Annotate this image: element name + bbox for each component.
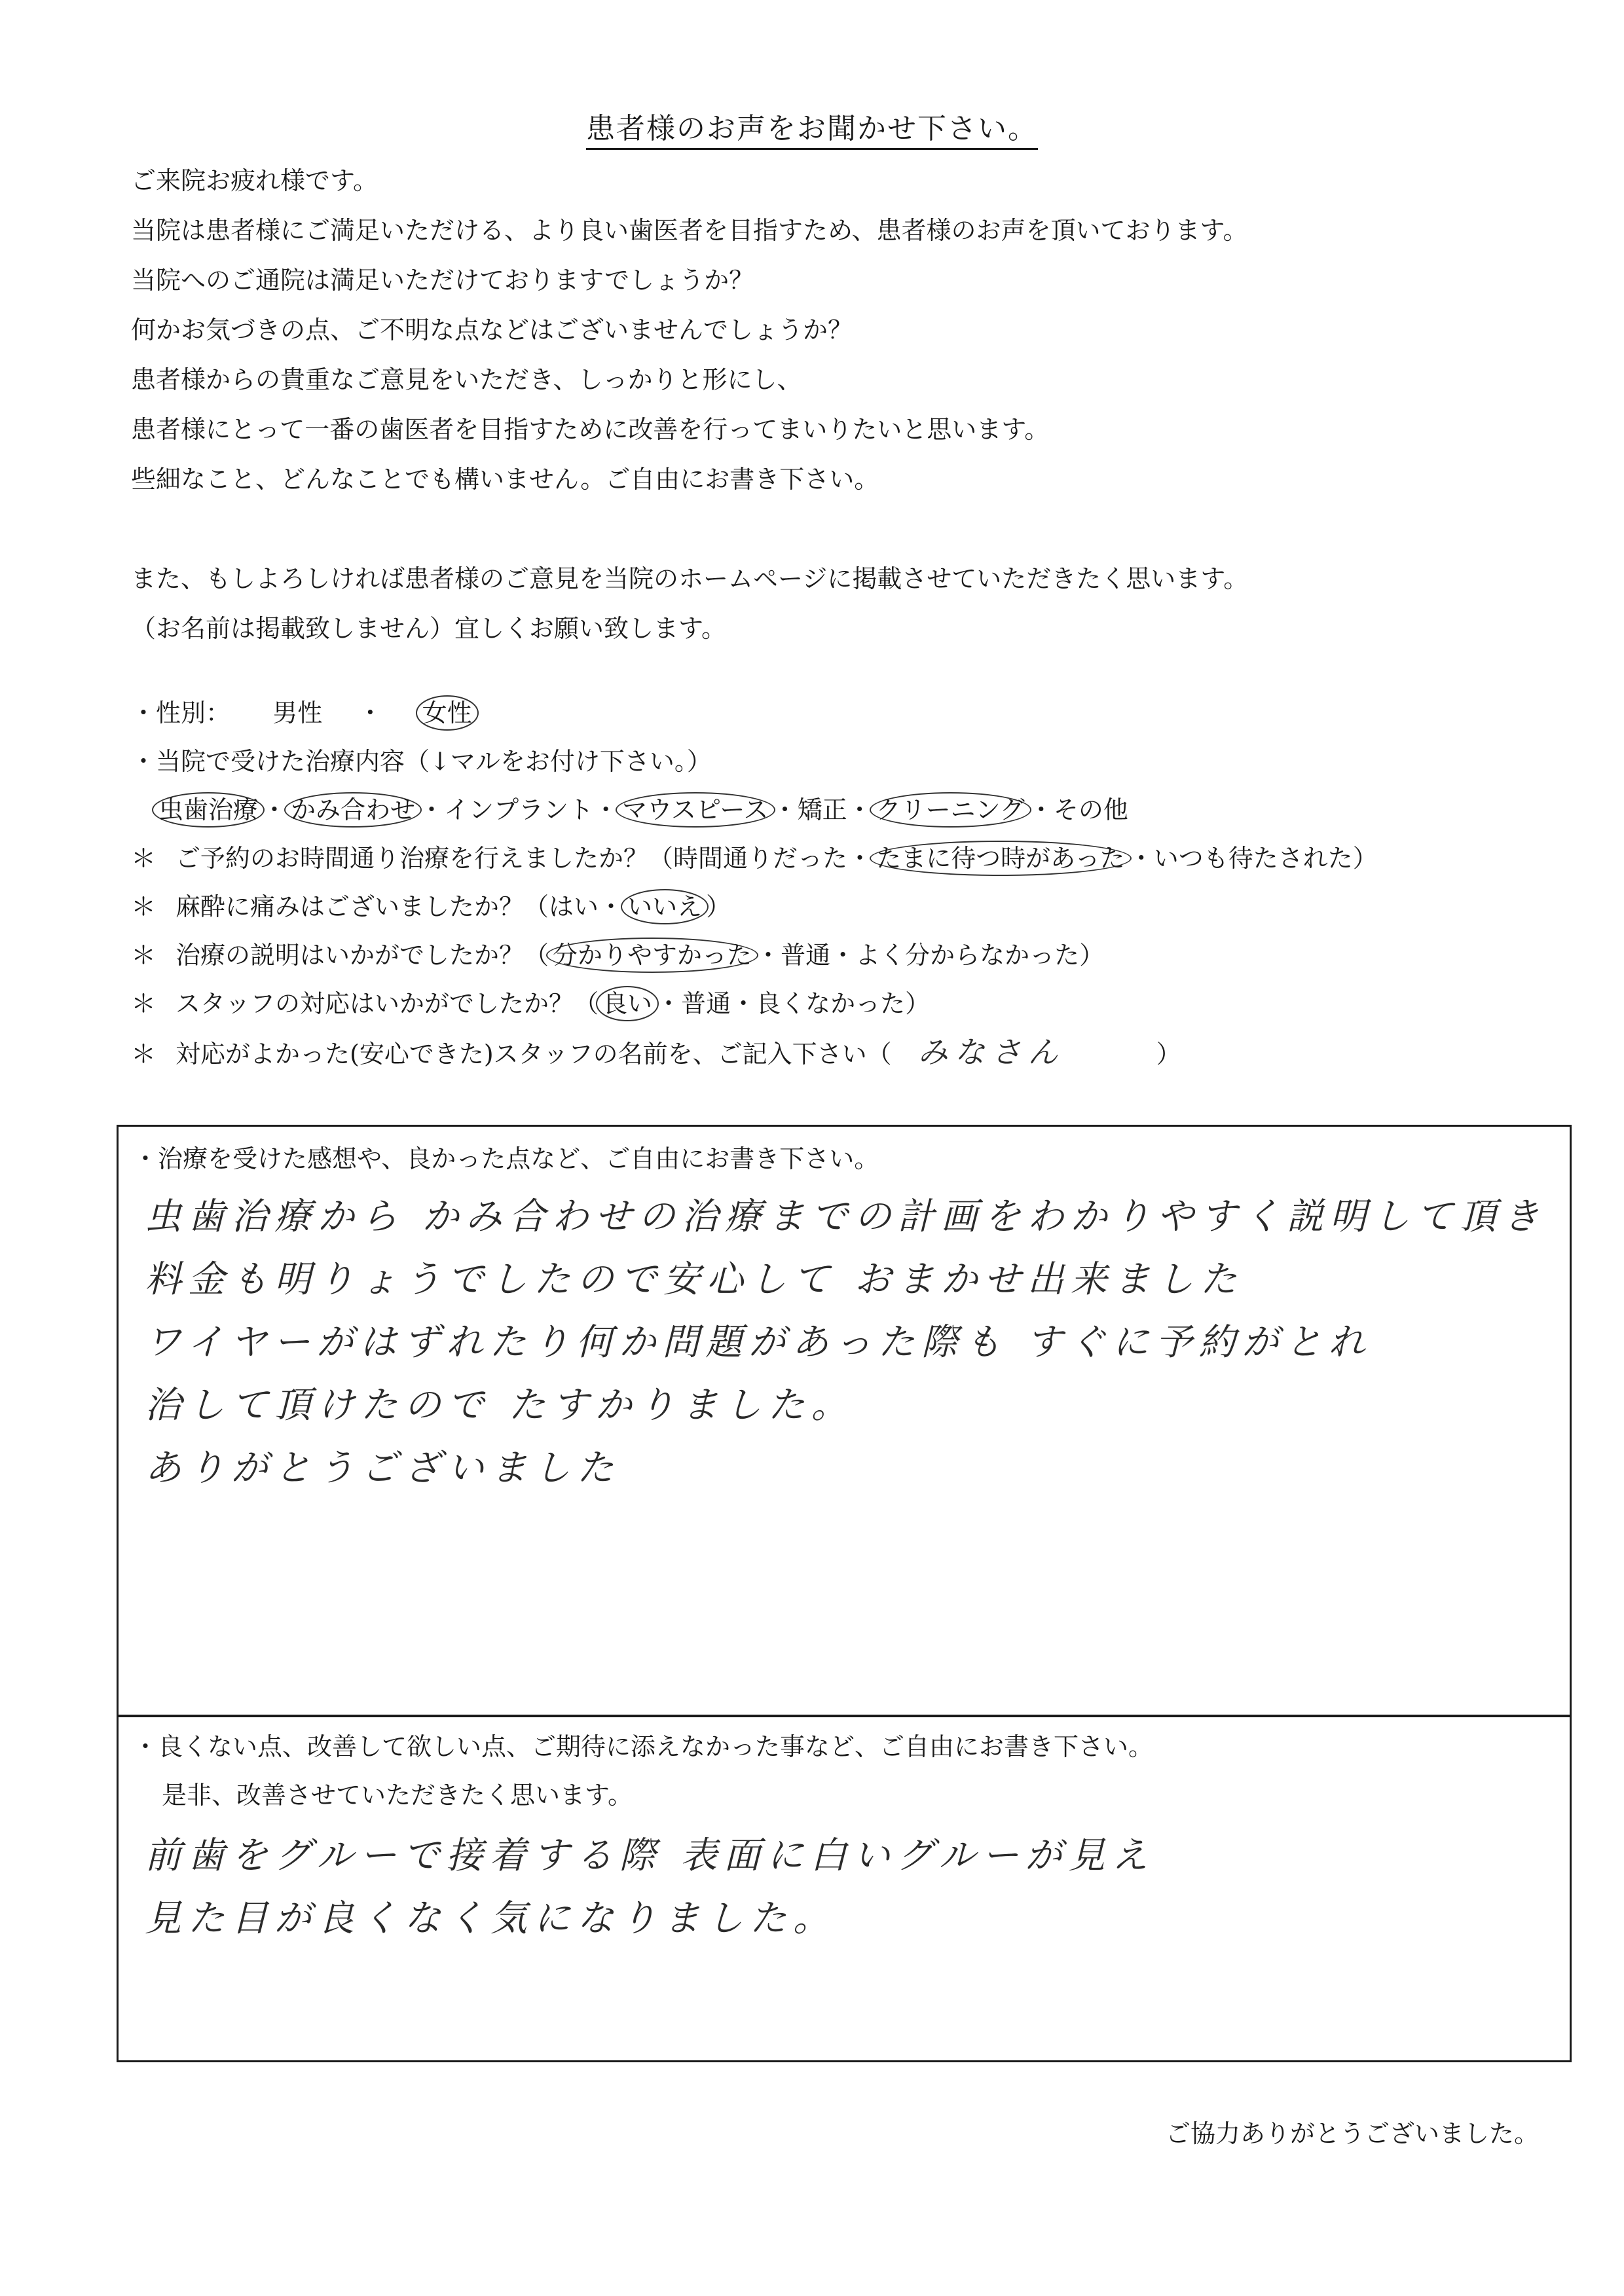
- option-normal[interactable]: 普通: [681, 989, 731, 1018]
- asterisk-icon: ＊: [131, 1040, 157, 1068]
- handwritten-line: 前歯をグルーで接着する際 表面に白いグルーが見え: [145, 1834, 1155, 1877]
- intro-line: 些細なこと、どんなことでも構いません。ご自由にお書き下さい。: [131, 465, 879, 494]
- feedback-box-improvement: [117, 1715, 1572, 2062]
- paren-open: （: [574, 989, 599, 1018]
- intro-line: （お名前は掲載致しません）宜しくお願い致します。: [131, 614, 726, 643]
- handwritten-line: 見た目が良くなく気になりました。: [145, 1897, 836, 1940]
- treatment-label-row: [131, 737, 1539, 786]
- treatment-option-bite[interactable]: かみ合わせ: [284, 792, 422, 828]
- separator: ・: [593, 795, 619, 824]
- gender-label: ・性別：: [131, 699, 231, 727]
- question-appointment-time: [131, 834, 1539, 883]
- question-text: スタッフの対応はいかがでしたか？: [175, 989, 574, 1018]
- handwritten-answer[interactable]: [145, 1825, 1154, 1950]
- handwritten-line: 治して頂けたので たすかりました。: [145, 1384, 855, 1427]
- option-unclear[interactable]: よく分からなかった: [855, 941, 1080, 970]
- treatment-options-row: [131, 786, 1539, 834]
- separator: ・: [1028, 795, 1054, 824]
- paren-close: ）: [706, 892, 731, 921]
- option-normal[interactable]: 普通: [781, 941, 831, 970]
- treatment-option-mouthpiece[interactable]: マウスピース: [616, 792, 775, 828]
- treatment-label: ・当院で受けた治療内容（↓マルをお付け下さい。）: [131, 747, 712, 776]
- intro-line: 患者様からの貴重なご意見をいただき、しっかりと形にし、: [131, 365, 802, 394]
- option-on-time[interactable]: 時間通りだった: [673, 844, 848, 873]
- treatment-option-implant[interactable]: インプラント: [444, 795, 594, 824]
- option-always-waited[interactable]: いつも待たされた: [1153, 844, 1353, 873]
- question-anesthesia: [131, 883, 1539, 931]
- paren-open: （: [648, 844, 674, 873]
- option-yes[interactable]: はい: [549, 892, 599, 921]
- intro-line: 何かお気づきの点、ご不明な点などはございませんでしょうか？: [131, 316, 853, 344]
- paren-close: ）: [1156, 1040, 1181, 1068]
- option-good[interactable]: 良い: [596, 986, 659, 1021]
- treatment-option-other[interactable]: その他: [1053, 795, 1128, 824]
- separator: ・: [1128, 844, 1154, 873]
- gender-separator: ・: [358, 699, 383, 727]
- handwritten-line: 料金も明りょうでしたので安心して おまかせ出来ました: [145, 1258, 1244, 1301]
- asterisk-icon: ＊: [131, 844, 157, 873]
- treatment-option-cleaning[interactable]: クリーニング: [870, 792, 1031, 828]
- intro-text: [131, 156, 1506, 653]
- question-text: 対応がよかった(安心できた)スタッフの名前を、ご記入下さい（: [175, 1040, 892, 1068]
- feedback-box-positive: [117, 1125, 1572, 1717]
- box-sublabel: 是非、改善させていただきたく思います。: [162, 1781, 633, 1810]
- asterisk-icon: ＊: [131, 989, 157, 1018]
- staff-name-answer[interactable]: みなさん: [917, 1034, 1065, 1070]
- questions-section: [131, 689, 1539, 1076]
- option-sometimes-waited[interactable]: たまに待つ時があった: [870, 841, 1132, 876]
- page-title: 患者様のお声をお聞かせ下さい。: [0, 105, 1624, 147]
- separator: ・: [847, 795, 872, 824]
- handwritten-line: ありがとうございました: [145, 1447, 620, 1489]
- paren-close: ）: [1079, 941, 1105, 970]
- separator: ・: [599, 892, 624, 921]
- gender-option-male[interactable]: 男性: [272, 699, 323, 727]
- gender-option-female[interactable]: 女性: [416, 695, 479, 731]
- separator: ・: [731, 989, 756, 1018]
- paren-open: （: [524, 892, 549, 921]
- separator: ・: [419, 795, 445, 824]
- separator: ・: [847, 844, 873, 873]
- question-text: 麻酔に痛みはございましたか？: [175, 892, 525, 921]
- option-easy-to-understand[interactable]: 分かりやすかった: [546, 938, 758, 973]
- box-label: ・治療を受けた感想や、良かった点など、ご自由にお書き下さい。: [133, 1144, 879, 1173]
- question-text: 治療の説明はいかがでしたか？: [175, 941, 525, 970]
- paren-close: ）: [905, 989, 931, 1018]
- question-staff-name: [131, 1028, 1539, 1076]
- intro-line: 患者様にとって一番の歯医者を目指すために改善を行ってまいりたいと思います。: [131, 415, 1050, 444]
- intro-line: 当院は患者様にご満足いただける、より良い歯医者を目指すため、患者様のお声を頂いております。: [131, 216, 1248, 245]
- option-no[interactable]: いいえ: [621, 889, 709, 924]
- intro-line: ご来院お疲れ様です。: [131, 166, 378, 195]
- question-explanation: [131, 931, 1539, 979]
- treatment-option-cavity[interactable]: 虫歯治療: [152, 792, 265, 828]
- question-staff-response: [131, 979, 1539, 1028]
- handwritten-line: 虫歯治療から かみ合わせの治療までの計画をわかりやすく説明して頂き: [145, 1195, 1546, 1238]
- spacer: [131, 504, 1506, 554]
- intro-line: また、もしよろしければ患者様のご意見を当院のホームページに掲載させていただきたく思います。: [131, 564, 1249, 593]
- handwritten-line: ワイヤーがはずれたり何か問題があった際も すぐに予約がとれ: [145, 1321, 1372, 1364]
- intro-line: 当院へのご通院は満足いただけておりますでしょうか？: [131, 266, 754, 295]
- closing-message: ご協力ありがとうございました。: [1165, 2119, 1539, 2148]
- separator: ・: [772, 795, 798, 824]
- separator: ・: [262, 795, 287, 824]
- asterisk-icon: ＊: [131, 892, 157, 921]
- question-text: ご予約のお時間通り治療を行えましたか？: [175, 844, 649, 873]
- handwritten-answer[interactable]: [145, 1186, 1546, 1500]
- separator: ・: [756, 941, 781, 970]
- option-not-good[interactable]: 良くなかった: [756, 989, 906, 1018]
- separator: ・: [656, 989, 682, 1018]
- box-label: ・良くない点、改善して欲しい点、ご期待に添えなかった事など、ご自由にお書き下さい。: [133, 1732, 1154, 1761]
- separator: ・: [830, 941, 856, 970]
- paren-close: ）: [1352, 844, 1378, 873]
- paren-open: （: [524, 941, 549, 970]
- treatment-option-orthodontics[interactable]: 矯正: [797, 795, 847, 824]
- asterisk-icon: ＊: [131, 941, 157, 970]
- gender-row: [131, 689, 1539, 737]
